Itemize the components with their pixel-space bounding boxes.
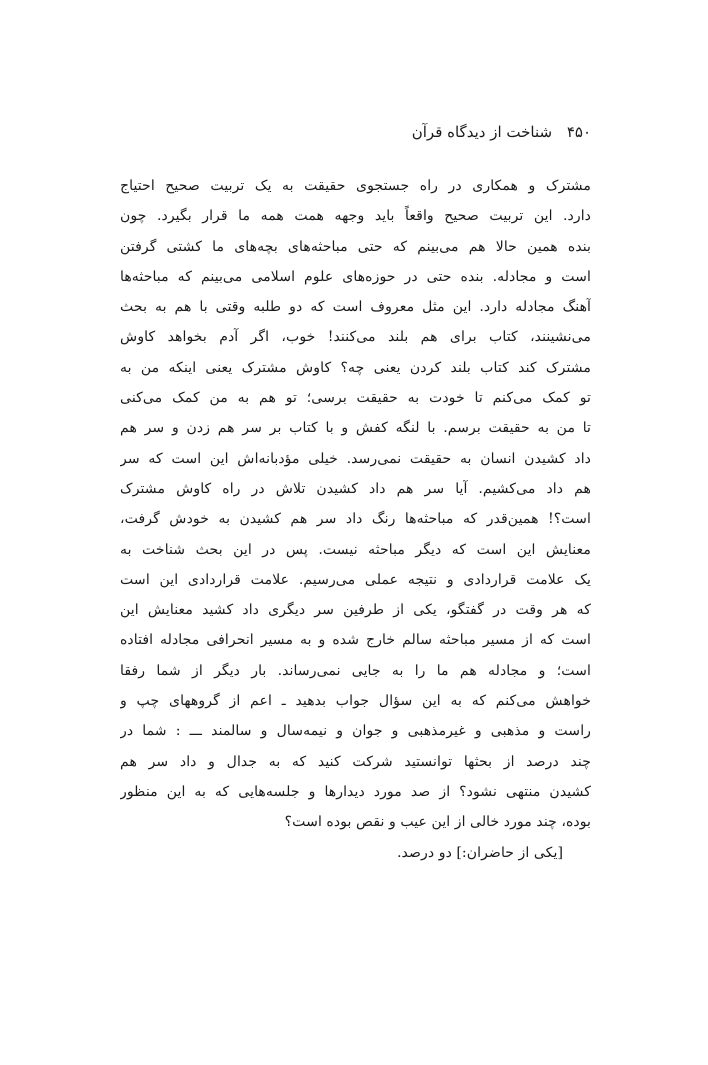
text-line: است؛ و مجادله هم ما را به جایی نمی‌رساند. بار دیگر از شما رفقا (120, 662, 591, 679)
text-line: می‌نشینند، کتاب برای هم بلند می‌کنند! خوب، اگر آدم بخواهد کاوش (120, 329, 591, 346)
text-line: مشترک و همکاری در راه جستجوی حقیقت به یک تربیت صحیح احتیاج (120, 178, 591, 194)
text-line: داد کشیدن انسان به حقیقت نمی‌رسد. خیلی مؤدبانه‌اش این است که سر (120, 450, 591, 467)
text-line: هم داد می‌کشیم. آیا سر هم داد کشیدن تلاش در راه کاوش مشترک (120, 480, 591, 497)
text-line: معنایش این است که دیگر مباحثه نیست. پس در این بحث شناخت به (120, 541, 591, 558)
text-line: خواهش می‌کنم که به این سؤال جواب بدهید ـ اعم از گروههای چپ و (120, 693, 591, 710)
text-line: یک علامت قراردادی و نتیجه عملی می‌رسیم. علامت قراردادی این است (120, 571, 591, 588)
body-text (120, 171, 591, 868)
text-line: دارد. این تربیت صحیح واقعاً باید وجهه همت همه ما قرار بگیرد. چون (120, 208, 591, 225)
book-title: شناخت از دیدگاه قرآن (411, 123, 553, 141)
text-line: تو کمک می‌کنم تا خودت به حقیقت برسی؛ تو هم به من کمک می‌کنی (120, 390, 591, 407)
text-line: چند درصد از بحثها توانستید شرکت کنید که به جدال و داد سر هم (120, 753, 591, 770)
page-number: ۴۵۰ (566, 123, 591, 141)
text-line: راست و مذهبی و غیرمذهبی و جوان و نیمه‌سال و سالمند ـــ : شما در (120, 723, 591, 740)
running-header (291, 120, 591, 144)
text-line: که هر وقت در گفتگو، یکی از طرفین سر دیگری داد کشید معنایش این (120, 602, 591, 619)
text-line: مشترک کند کتاب بلند کردن یعنی چه؟ کاوش مشترک یعنی اینکه من به (120, 359, 591, 376)
text-line: تا من به حقیقت برسم. با لنگه کفش و با کتاب بر سر هم زدن و سر هم (120, 420, 591, 437)
text-line: است که از مسیر مباحثه سالم خارج شده و به مسیر انحرافی مجادله افتاده (120, 632, 591, 649)
text-line: است و مجادله. بنده حتی در حوزه‌های علوم اسلامی می‌بینم که مباحثه‌ها (120, 268, 591, 285)
audience-remark: [یکی از حاضران:] دو درصد. (397, 844, 563, 861)
text-line: بوده، چند مورد خالی از این عیب و نقص بوده است؟ (284, 814, 591, 831)
text-line: کشیدن منتهی نشود؟ از صد مورد دیدارها و جلسه‌هایی که به این منظور (120, 783, 591, 800)
text-line: است؟! همین‌قدر که مباحثه‌ها رنگ داد سر هم کشیدن به خودش گرفت، (120, 511, 591, 528)
text-line: بنده همین حالا هم می‌بینم که حتی مباحثه‌های بچه‌های ما کشتی گرفتن (120, 238, 591, 255)
text-line: آهنگ مجادله دارد. این مثل معروف است که دو طلبه وقتی با هم به بحث (120, 299, 591, 316)
